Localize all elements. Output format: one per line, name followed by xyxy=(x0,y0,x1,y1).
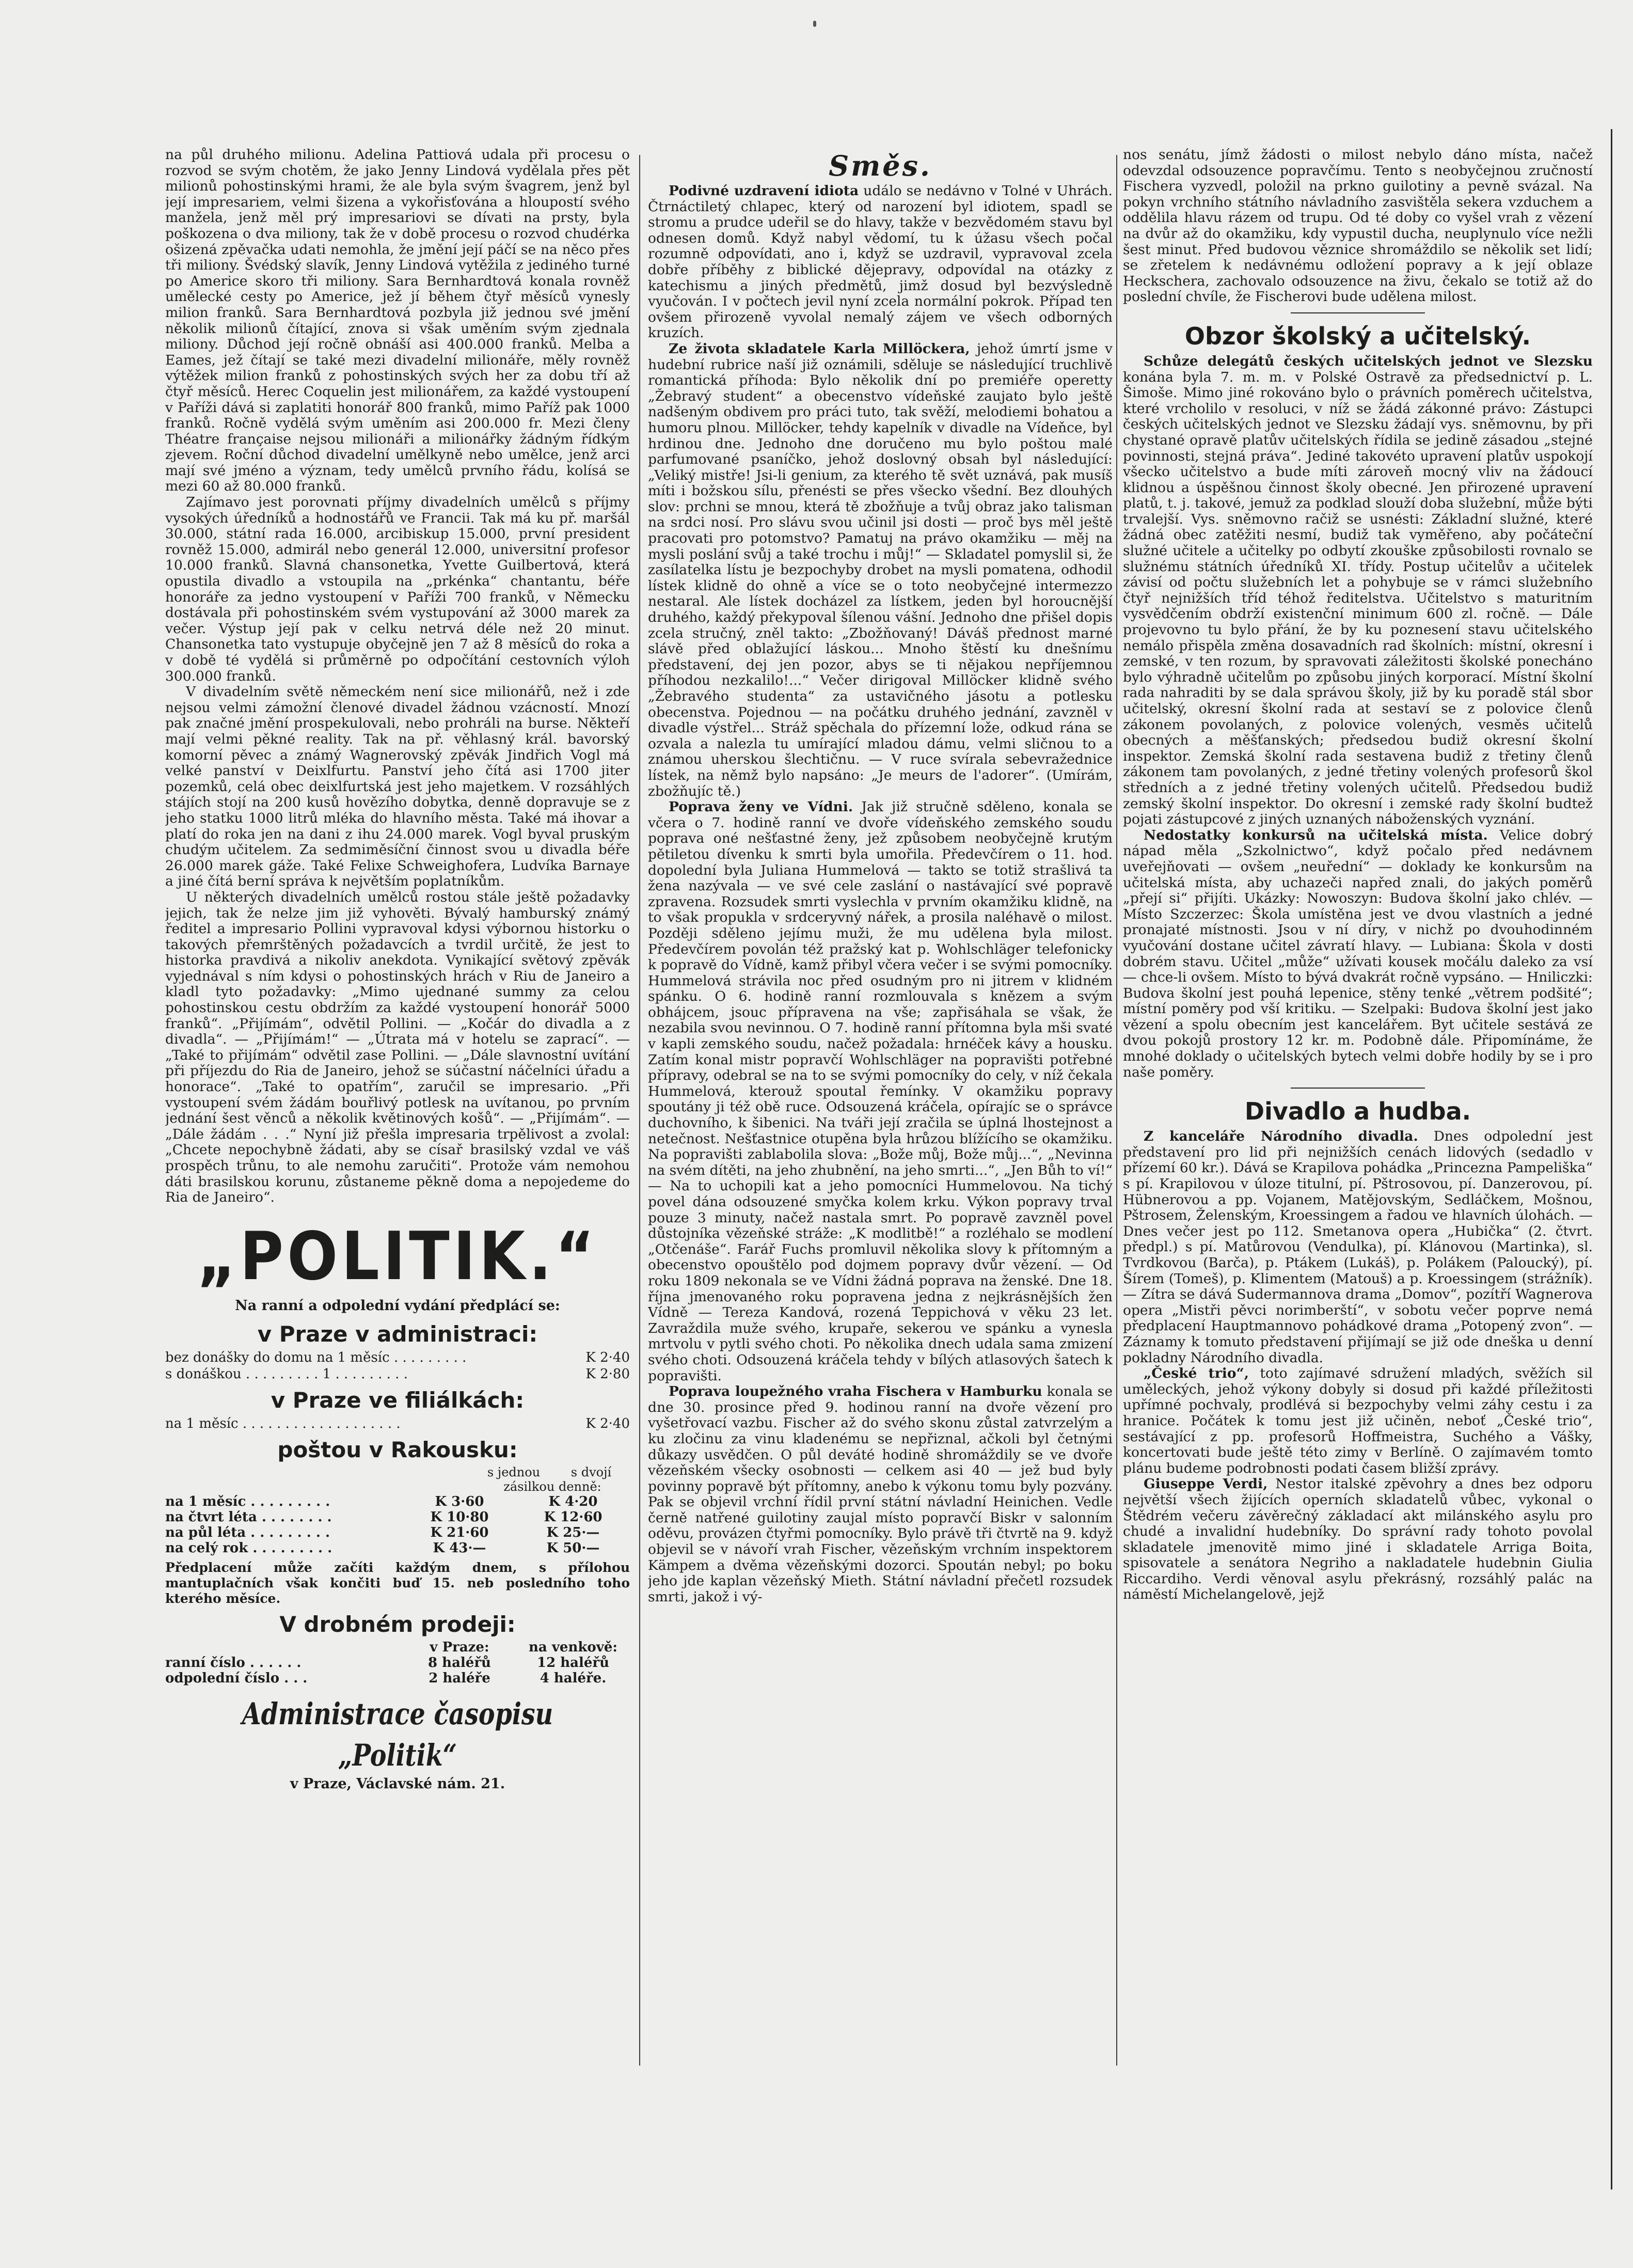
ad-administration-name: Administrace časopisu „Politik“ xyxy=(242,1696,553,1773)
ad-address: v Praze, Václavské nám. 21. xyxy=(290,1775,505,1792)
article-text: toto zajímavé sdružení mladých, svěžích sil uměleckých, jehož výkony dobyly si dosud při každé příležitosti upřímné pochvaly, prodlévá si bezpochyby velmi záhy cestu i za hranice. Počátek k tomu jest již učiněn, neboť „České trio“, sestávající z pp. profesorů Hoffmeistra, Suchého a Vášky, koncertovati bude ještě této zimy v Berlíně. O zajímavém tomto plánu budeme podrobnosti podati časem bližší zprávy. xyxy=(1123,1365,1593,1476)
ad-title: „POLITIK.“ xyxy=(197,1218,598,1295)
ad-filial-head: v Praze ve filiálkách: xyxy=(271,1387,525,1413)
page-edge-line xyxy=(1611,129,1612,2190)
article-title: Giuseppe Verdi, xyxy=(1144,1476,1268,1492)
article-text: Nestor italské zpěvohry a dnes bez odporu největší všech žijících operních skladatelů vůbec, vykonal o Štědrém večeru závěrečný základací akt milánského asylu pro chudé a invalidní hudebníky. Do správní rady tohoto povolal skladatele jmenovitě mimo jiné i skladatele Arriga Boita, spisovatele a senátora Negriho a nakladatele hudebnin Giulia Riccardiho. Verdi věnoval asylu překrásný, rozsáhlý palác na náměstí Michelangelově, jejž xyxy=(1123,1476,1593,1603)
ad-retail-head: V drobném prodeji: xyxy=(279,1611,516,1637)
divider xyxy=(1291,312,1425,313)
article-text: konala se dne 30. prosince před 9. hodinou ranní na dvoře vězení pro vyšetřovací vazbu. Fischer až do svého skonu zůstal zatvrzelým a ku zločinu za vinu kladenému se nepřiznal, ačkoli byl četnými důkazy usvědčen. O půl deváté hodině shromáždily se ve dvoře vězeňském všecky osobnosti — celkem asi 40 — jež bud byly povinny popravě být přítomny, anebo k výkonu tomu byly pozvány. Pak se objevil vrchní řídil první státní návladní Heinichen. Vedle černě natřené guilotiny zaujal místo popravčí Biskr v salonním oděvu, provázen čtyřmi pomocníky. Bylo právě tři čtvrtě na 9. když objevil se v návoří vrah Fischer, vězeňským vrchním inspektorem Kämpem a dvěma vězeňskými dozorci. Spoután nebyl; po boku jeho jde kaplan vězeňský Mieth. Státní návladní přečetl rozsudek smrti, jakož i vý- xyxy=(648,1383,1113,1605)
article-text: Dnes odpolední jest představení pro lid při nejnižších cenách lidových (sedadlo v přízemí 60 kr.). Dává se Krapilova pohádka „Princezna Pampeliška“ s pí. Krapilovou v úloze titulní, pí. Pštrosovou, pí. Danzerovou, pí. Hübnerovou a pp. Vojanem, Matějovským, Sedláčkem, Mošnou, Pštrosem, Želenským, Kroessingem a řadou ve hlavních úlohách. — Dnes večer jest po 112. Smetanova opera „Hubička“ (2. čtvrt. předpl.) s pí. Matůrovou (Vendulka), pí. Klánovou (Martinka), sl. Tvrdkovou (Barča), p. Ptákem (Lukáš), p. Polákem (Paloucký), pí. Šírem (Tomeš), p. Klimentem (Matouš) a p. Kroessingem (strážník). — Zítra se dává Sudermannova drama „Domov“, pozítří Wagnerova opera „Mistři pěvci norimberští“, v sobotu večer poprve nemá předplacení Hauptmannovo pohádkové drama „Potopený zvon“. — Záznamy k tomuto představení přijímají se již ode dneška u denní pokladny Národního divadla. xyxy=(1123,1128,1593,1366)
ad-post-head: poštou v Rakousku: xyxy=(277,1437,518,1462)
article-text: na půl druhého milionu. Adelina Pattiová udala při procesu o rozvod se svým chotěm, že jako Jenny Lindová vydělala přes pět milionů pohostinskými hrami, že ale byla svým švagrem, jenž byl její impresariem, velmi šizena a vykořisťována a hloupostí svého manžela, jenž měl prý impresariovi se dívati na prsty, byla poškozena o dva miliony, tak že v době procesu o rozvod chudérka ošizená zpěvačka udati nemohla, že jmění její páčí se na něco přes tři miliony. Švédský slavík, Jenny Lindová vytěžila z jediného turné po Americe skoro tři miliony. Sara Bernhardtová konala rovněž umělecké cesty po Americe, jež jí během čtyř měsíců vynesly milion franků. Sara Bernhardtová pozbyla již jednou své jmění několik milionů čítající, znova si však uměním svým zjednala miliony. Důchod její ročně obnáší asi 400.000 franků. Melba a Eames, jež čítají se také mezi divadelní milionáře, měly rovněž výtěžek milion franků z pohostinských svých her za dobu tří až čtyř měsíců. Herec Coquelin jest milionářem, za každé vystoupení v Paříži dává si zaplatiti honorář 800 franků, mimo Paříž pak 1000 franků. Ročně vydělá svým uměním asi 200.000 fr. Mezi členy Théatre française nejsou milionáři a milionářky žádným řídkým zjevem. Roční důchod divadelní umělkyně nebo umělce, jenž arci mají své jméno a význam, tedy umělců prvního řádu, kolísá se mezi 60 až 80.000 franků. xyxy=(165,147,630,495)
article-title: Schůze delegátů českých učitelských jednot ve Slezsku xyxy=(1144,353,1593,369)
divider xyxy=(1291,1088,1425,1089)
article-text: konána byla 7. m. m. v Polské Ostravě za předsednictví p. L. Šimoše. Mimo jiné rokováno bylo o právních poměrech učitelstva, které vrcholilo v resoluci, v níž se žádá zákonné právo: Zástupci českých učitelských jednot ve Slezsku žádají vys. sněmovnu, by při chystané opravě platův učitelských řídila se jedině zásadou „stejné povinnosti, stejná práva“. Jediné takovéto upravení platův uspokojí všecko učitelstvo a bude míti zároveň mocný vliv na žádoucí klidnou a úspěšnou činnost školy obecné. Jen přirozené upravení platů, t. j. takové, jemuž za podklad slouží doba služební, může býti trvalejší. Vys. sněmovno račiž se usnésti: Základní služné, které žádná obec zatěžiti nesmí, budiž tak vyměřeno, aby počáteční služné učitele a učitelky po odbytí zkouške způsobilosti rovnalo se služnému státních úředníků XI. třídy. Postup učitelův a učitelek závisí od počtu služebních let a pohybuje se v rámci služebního čtyř nejnižších tříd téhož ředitelstva. Učitelstvo s maturitním vysvědčením obdrží existenční minimum 600 zl. ročně. — Dále projevovno tu bylo přání, že by ku poznesení stavu učitelského nemálo přispěla změna dosavadních rad školních: místní, okresní i zemské, v ten rozum, by spravovati záležitosti školské ponecháno bylo výhradně učitelům po způsobu jiných korporací. Místní školní rada nahraditi by se dala správou školy, již by ku poradě stál sbor učitelský, okresní školní rada at sestaví se z polovice členů zákonem povolaných, z polovice volených, vesměs učitelů obecných a měšťanských; předsedou budiž okresní školní inspektor. Zemská školní rada sestavena budiž z třetiny členů zákonem tam povolaných, z jedné třetiny volených profesorů škol středních a z jedné třetiny volených učitelů. Předsedou budiž zemský školní inspektor. Do okresní i zemské rady školní budtež pojati zástupcové z jiných uznaných náboženských vyznání. xyxy=(1123,369,1593,828)
article-text: událo se nedávno v Tolné v Uhrách. Čtrnáctiletý chlapec, který od narození byl idiotem, spadl se stromu a prudce udeřil se do hlavy, takže v bezvědomém stavu byl odnesen domů. Když nabyl vědomí, tu k úžasu všech počal rozumně odpovídati, ano i, když se uzdravil, vypravoval zcela dobře příběhy z biblické dějepravy, odpovídal na otázky z katechismu a jiných předmětů, jimž dosud byl bezvýsledně vyučován. I v počtech jevil nyní zcela normální pokrok. Případ ten ovšem přirozeně vyvolal nemalý zájem ve všech odborných kruzích. xyxy=(648,183,1113,341)
ad-post-grid: na 1 měsíc . . . . . . . . . K 3·60 K 4·20 na čtvrt léta . . . . . . . . K 10·80 K 12·60 na půl léta . . . . . . . . . K 21·60 K 25·— na celý rok . . . . . . . . . K 43·— K 50·— xyxy=(165,1493,603,1556)
article-text: Jak již stručně sděleno, konala se včera o 7. hodině ranní ve dvoře vídeňského zemského soudu poprava oné nešťastné ženy, jež způsobem neobyčejně krutým pětiletou dívenku k smrti byla umořila. Předevčírem o 11. hod. dopolední byla Juliana Hummelová — takto se totiž strašlivá ta žena nazývala — ve své cele zaslání o nastávající své popravě zpravena. Rozsudek smrti vyslechla v prvním okamžiku klidně, na to však propukla v srdceryvný nářek, a prosila naléhavě o milost. Později sděleno jejímu muži, že mu udělena byla milost. Předevčírem povolán též pražský kat p. Wohlschläger telefonicky k popravě do Vídně, kamž přibyl včera večer i se svými pomocníky. Hummelová strávila noc před osudným pro ni jitrem v klidném spánku. O 6. hodině ranní rozmlouvala s knězem a svým obhájcem, jsouc přípravena na vše; zapřisáhala se však, že nezabila svou nevinnou. O 7. hodině ranní přítomna byla mši svaté v kapli zemského soudu, načež požadala: hrnéček kávy a housku. Zatím konal mistr popravčí Wohlschläger na popravišti potřebné přípravy, odebral se na to se svými pomocníky do cely, v níž čekala Hummelová, kterouž spoutal řemínky. V okamžiku popravy spoutány ji též obě ruce. Odsouzená kráčela, opírajíc se o správce duchovního, k šibenici. Na tváři její zračila se úplná lhostejnost a netečnost. Nešťastnice otupěna byla hrůzou blížícího se okamžiku. Na popravišti zablabolila slova: „Bože můj, Bože můj...“, „Nevinna na svém dítěti, na jeho zhubnění, na jeho smrti...“, „Jen Bůh to ví!“ — Na to uchopili kat a jeho pomocníci Hummelovou. Na tichý povel dána odsouzené smyčka kolem krku. Výkon popravy trval pouze 3 minuty, načež nastala smrt. Po popravě zavzněl povel důstojníka vězeňské stráže: „K modlitbě!“ a rozléhalo se modlení „Otčenáše“. Farář Fuchs promluvil několika slovy k přítomným a obecenstvo opouštělo pod dojmem popravy dvůr vězení. — Od roku 1809 nekonala se ve Vídni žádná poprava na ženské. Dne 18. října jmenovaného roku popravena jedna z nejkrásnějších žen Vídně — Tereza Kandová, rozená Teppichová v věku 23 let. Zavraždila muže svého, krupaře, sekerou ve spánku a vynesla mrtvolu v pytli svého choti. Po několika dnech udala sama zmizení svého choti. Odsouzená kráčela tehdy v bílých atlasových šatech k popravišti. xyxy=(648,799,1113,1384)
ad-lead: Na ranní a odpolední vydání předplácí se: xyxy=(235,1297,560,1314)
article-title: Ze života skladatele Karla Millöckera, xyxy=(669,340,970,357)
column-3 xyxy=(1123,147,1593,2208)
ad-post-subhead: s jednou s dvojí xyxy=(487,1464,612,1479)
article-text: Velice dobrý nápad měla „Szkolnictwo“, když počalo před nedávnem uveřejňovati — ovšem „neuřední“ — doklady ke konkursům na učitelská místa, aby uchazeči napřed znali, do jakých poměrů „přejí si“ přijíti. Ukázky: Nowoszyn: Budova školní jako chlév. — Místo Szczerzec: Škola umístěna jest ve dvou vlastních a jedné pronajaté místnosti. Jsou v ní díry, v nichž po dvouhodinném vyučování dostane učitel závratí hlavy. — Lubiana: Škola v dosti dobrém stavu. Učitel „může“ užívati kousek močálu daleko za vsí — chce-li ovšem. Místo to bývá dvakrát ročně vypsáno. — Hniliczki: Budova školní jest pouhá lepenice, stěny tenké „větrem podšité“; místní poměry pod vší kritiku. — Szelpaki: Budova školní jest jako vězení a spolu obecním jest kancelářem. Byt učitele sestává ze dvou pokojů prostory 12 kr. m. Podobně dále. Připomínáme, že mnohé doklady o učitelských bytech velmi dobře hodily by se i pro naše poměry. xyxy=(1123,827,1593,1080)
top-ink-mark xyxy=(813,21,816,27)
article-title: Poprava loupežného vraha Fischera v Hamburku xyxy=(669,1383,1042,1400)
article-title: Podivné uzdravení idiota xyxy=(669,183,859,199)
ad-retail-grid: v Praze: na venkově: ranní číslo . . . . . . 8 haléřů 12 haléřů odpolední číslo . . . 2 haléře 4 haléře. xyxy=(165,1639,617,1686)
column-2 xyxy=(648,147,1113,2208)
ad-price-row: na 1 měsíc . . . . . . . . . . . . . . . . . . . K 2·40 xyxy=(165,1415,630,1431)
column-rule-left xyxy=(639,155,640,2066)
article-title: Nedostatky konkursů na učitelská místa. xyxy=(1144,827,1488,843)
section-header-smes: Směs. xyxy=(829,149,932,182)
ad-note: Předplacení může začíti každým dnem, s přílohou mantuplačních však končiti buď 15. neb posledního toho kterého měsíce. xyxy=(165,1560,630,1606)
article-text: Zajímavo jest porovnati příjmy divadelních umělců s příjmy vysokých úředníků a hodnostářů ve Francii. Tak má ku př. maršál 30.000, státní rada 16.000, arcibiskup 15.000, první president rovněž 15.000, admirál nebo generál 12.000, universitní profesor 10.000 franků. Slavná chansonetka, Yvette Guilbertová, která opustila divadlo a vstoupila na „prkénka“ chantantu, béře honoráře za jedno vystoupení v Paříži 700 franků, v Německu dostávala při pohostinském svém vystupování až 3000 marek za večer. Výstup její pak v celku netrvá déle než 20 minut. Chansonetka tato vystupuje obyčejně jen 7 až 8 měsíců do roka a v době té vydělá si průměrně po odpočítání cestovních výloh 300.000 franků. xyxy=(165,494,630,684)
article-title: Poprava ženy ve Vídni. xyxy=(669,799,853,815)
politik-subscription-ad xyxy=(165,1218,630,1792)
ad-admin-head: v Praze v administraci: xyxy=(257,1321,538,1347)
ad-price-row: bez donášky do domu na 1 měsíc . . . . . . . . . K 2·40 xyxy=(165,1349,630,1365)
article-text: U některých divadelních umělců rostou stále ještě požadavky jejich, tak že nelze jim již vyhověti. Bývalý hamburský známý ředitel a impresario Pollini vypravoval kdysi výbornou historku o takových přemrštěných požadavcích a tvrdil určitě, že jest to historka pravdivá a nikoliv anekdota. Vynikající světový zpěvák vyjednával s ním kdysi o pohostinských hrách v Riu de Janeiro a kladl tyto požadavky: „Mimo ujednané summy za celou pohostinskou cestu obdržím za každé vystoupení honorář 5000 franků“. „Přijímám“, odvětil Pollini. — „Kočár do divadla a z divadla“. — „Přijímám!“ — „Útrata má v hotelu se zaprací“. — „Také to přijímám“ odvětil zase Pollini. — „Dále slavnostní uvítání při příjezdu do Ria de Janeiro, jehož se súčastní náčelníci úřadu a honorace“. „Také to opatřím“, zaručil se impresario. „Při vystoupení svém žádám bouřlivý potlesk na uvítanou, po prvním jednání šest věnců a několik květinových košů“. — „Přijímám“. — „Dále žádám . . .“ Nyní již přešla impresaria trpělivost a zvolal: „Chcete nepochybně žádati, aby se císař brasilský vzdal ve váš prospěch trůnu, to ale nemohu zaručiti“. Protože vám nemohou dáti brasilskou korunu, zůstaneme pěkně doma a nepojedeme do Ria de Janeiro“. xyxy=(165,889,630,1206)
ad-price-row: s donáškou . . . . . . . . . 1 . . . . . . . . . K 2·80 xyxy=(165,1366,630,1382)
article-title: Z kanceláře Národního divadla. xyxy=(1144,1128,1418,1145)
section-header-school: Obzor školský a učitelský. xyxy=(1184,322,1531,350)
article-text: nos senátu, jímž žádosti o milost nebylo dáno místa, načež odevzdal odsouzence popravčímu. Tento s neobyčejnou zručností Fischera vyzvedl, položil na prkno guilotiny a pevně svázal. Na pokyn vrchního státního návladního zasvištěla sekera vzduchem a oddělila hlavu rázem od trupu. Od té doby co vyšel vrah z vězení na dvůr až do okamžiku, kdy vypustil ducha, neuplynulo více nežli šest minut. Před budovou věznice shromáždilo se několik set lidí; se zřetelem k nedávnému odložení popravy a k její oblaze Heckschera, zachovalo odsouzence na živu, čekalo se totiž až do poslední chvíle, že Fischerovi bude udělena milost. xyxy=(1123,147,1593,305)
article-text: V divadelním světě německém není sice milionářů, než i zde nejsou velmi zámožní členové divadel žádnou vzácností. Mnozí pak značné jmění prospekulovali, nebo prohráli na burse. Někteří mají velmi pěkné reality. Tak na př. věhlasný král. bavorský komorní pěvec a známý Wagnerovský zpěvák Jindřich Vogl má velké panství v Deixlfurtu. Panství jeho čítá asi 1700 jiter pozemků, celá obec deixlfurtská jest jeho majetkem. V rozsáhlých stájích stojí na 200 kusů hovězího dobytka, denně dopravuje se z jeho statku 1000 litrů mléka do hlavního města. Také má ihovar a platí do roka jen na dani z ihu 24.000 marek. Vogl byval pruským chudým učitelem. Za sedmiměsíční činnost svou u divadla béře 26.000 marek gáže. Také Felixe Schweighofera, Ludvíka Barnaye a jiné čítá berní správa k největším poplatníkům. xyxy=(165,684,630,890)
article-title: „České trio“, xyxy=(1144,1365,1249,1382)
article-text: jehož úmrtí jsme v hudební rubrice naší již oznámili, sděluje se následující truchlivě romantická příhoda: Bylo několik dní po premiéře operetty „Žebravý student“ a obecenstvo vídeňské zaujato bylo ještě nadšeným obdivem pro práci tuto, tak svěží, melodiemi bohatou a humoru plnou. Millöcker, tehdy kapelník v divadle na Vídeňce, byl hrdinou dne. Jednoho dne doručeno mu bylo poštou malé parfumované psaníčko, jehož doslovný obsah byl následující: „Veliký mistře! Jsi-li genium, za kterého tě svět uznává, pak musíš míti i božskou sílu, přenésti se přes všecko všední. Bez dlouhých slov: prchni se mnou, která tě zbožňuje a tvůj obraz jako talisman na srdci nosí. Pro slávu svou učinil jsi dosti — proč bys měl ještě pracovati pro potomstvo? Pamatuj na právo okamžiku — měj na mysli poslání svůj a také trochu i můj!“ — Skladatel pomyslil si, že zasílatelka lístu je bezpochyby drobet na mysli pomatena, odhodil lístek klidně do ohně a více se o toto neobyčejné intermezzo nestaral. Ale lístek docházel za lístkem, jeden byl horoucnější druhého, každý překypoval šílenou vášní. Jednoho dne přišel dopis zcela stručný, zněl takto: „Zbožňovaný! Dáváš přednost marné slávě před oblažující láskou... Mnoho štěstí ku dnešnímu představení, dej jen pozor, abys se ti nějakou nepříjemnou příhodou nezkalilo!...“ Večer dirigoval Millöcker klidně svého „Žebravého studenta“ za ustavičného jásotu a potlesku obecenstva. Pojednou — na počátku druhého jednání, zavzněl v divadle výstřel... Stráž spěchala do přízemní lože, odkud rána se ozvala a nalezla tu umírající mladou dámu, velmi sličnou to a známou uherskou šlechtičnu. — V ruce svírala sebevražednice lístek, na němž bylo napsáno: „Je meurs de l'adorer“. (Umírám, zbožňujíc tě.) xyxy=(648,340,1113,799)
ad-post-subhead: zásilkou denně: xyxy=(503,1479,601,1494)
column-1 xyxy=(165,147,630,2208)
section-header-theatre: Divadlo a hudba. xyxy=(1244,1097,1471,1126)
column-rule-right xyxy=(1116,155,1117,2066)
